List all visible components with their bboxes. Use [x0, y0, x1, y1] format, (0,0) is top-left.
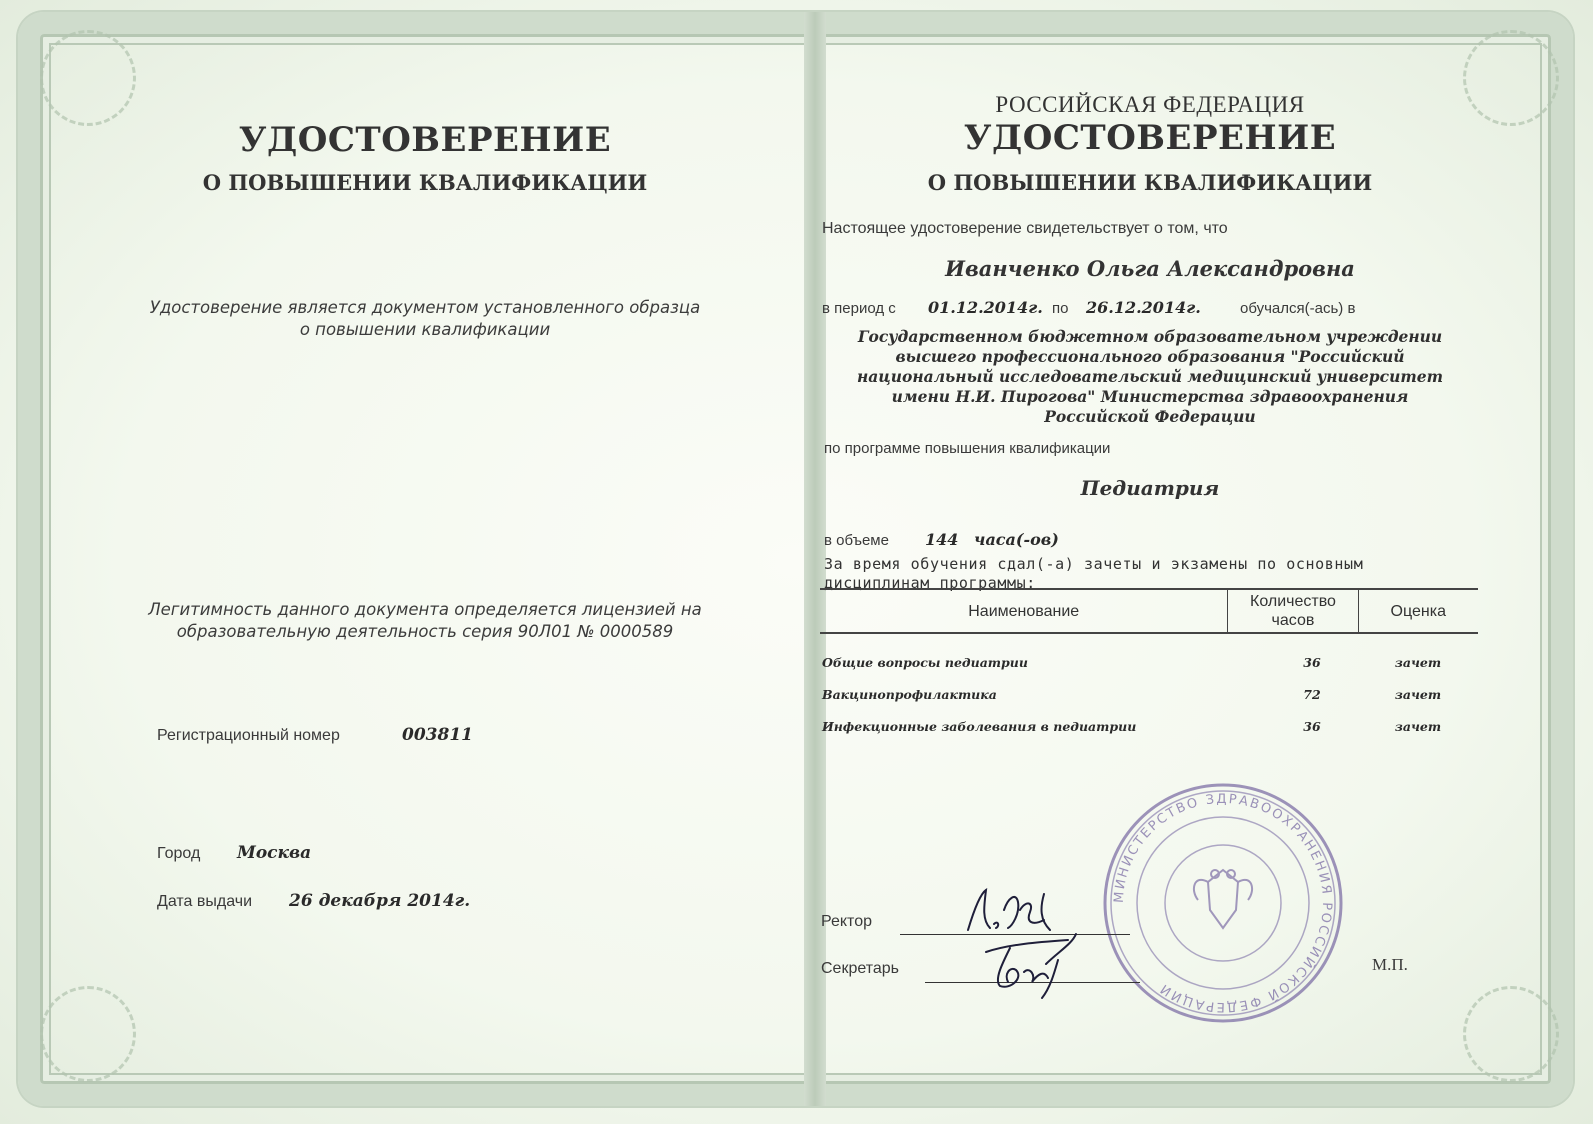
org-line: национальный исследовательский медицинский университет: [856, 367, 1444, 386]
left-subtitle: О ПОВЫШЕНИИ КВАЛИФИКАЦИИ: [202, 170, 648, 195]
corner-ornament: [1463, 986, 1559, 1082]
table-row: [820, 710, 1478, 742]
country-heading: РОССИЙСКАЯ ФЕДЕРАЦИЯ: [995, 92, 1305, 117]
stamp-text: МИНИСТЕРСТВО ЗДРАВООХРАНЕНИЯ РОССИЙСКОЙ ФЕДЕРАЦИИ: [1111, 791, 1335, 1015]
issue-date-label: Дата выдачи: [157, 893, 253, 910]
legitimacy-line1: Легитимность данного документа определяется лицензией на: [148, 600, 702, 619]
subject-hours: 72: [1303, 686, 1321, 702]
svg-text:МИНИСТЕРСТВО ЗДРАВООХРАНЕНИЯ Р: [1112, 792, 1334, 1014]
left-note-line2: о повышении квалификации: [299, 320, 551, 339]
rector-label: Ректор: [821, 913, 872, 930]
corner-ornament: [40, 30, 136, 126]
subject-grade: зачет: [1394, 654, 1442, 670]
exams-line2: дисциплинам программы:: [824, 574, 1036, 592]
col-header-hours-line2: часов: [1271, 612, 1315, 629]
subject-name: Вакцинопрофилактика: [822, 686, 997, 702]
volume-hours: 144: [925, 530, 959, 549]
program-name: Педиатрия: [1080, 476, 1220, 500]
right-subtitle: О ПОВЫШЕНИИ КВАЛИФИКАЦИИ: [927, 170, 1373, 195]
col-header-grade: Оценка: [1358, 589, 1478, 633]
reg-number-label: Регистрационный номер: [157, 727, 340, 744]
seal-place-mark: М.П.: [1372, 955, 1408, 974]
period-prefix: в период с: [822, 300, 896, 317]
city-value: Москва: [237, 843, 312, 863]
person-name: Иванченко Ольга Александровна: [945, 256, 1355, 281]
org-line: высшего профессионального образования "Российский: [895, 347, 1405, 366]
col-header-name: Наименование: [820, 589, 1228, 633]
subject-name: Инфекционные заболевания в педиатрии: [822, 718, 1137, 734]
certifies-text: Настоящее удостоверение свидетельствует о том, что: [822, 220, 1228, 237]
col-header-hours: [1228, 589, 1358, 633]
official-stamp: [1098, 778, 1348, 1028]
subject-hours: 36: [1303, 718, 1321, 734]
left-title: УДОСТОВЕРЕНИЕ: [238, 120, 612, 160]
org-line: Российской Федерации: [1044, 407, 1256, 426]
table-row: [820, 646, 1478, 678]
table-header-row: [820, 589, 1478, 633]
studied-text: обучался(-ась) в: [1240, 300, 1356, 317]
grades-table: [820, 588, 1478, 742]
volume-label: в объеме: [824, 532, 889, 549]
org-line: Государственном бюджетном образовательном учреждении: [857, 327, 1443, 346]
date-to: 26.12.2014г.: [1086, 298, 1201, 317]
reg-number-value: 003811: [402, 725, 473, 745]
col-header-hours-line1: Количество: [1250, 593, 1336, 610]
coat-of-arms-icon: [1194, 870, 1252, 928]
program-label: по программе повышения квалификации: [824, 440, 1111, 457]
date-from: 01.12.2014г.: [928, 298, 1043, 317]
subject-grade: зачет: [1394, 718, 1442, 734]
secretary-label: Секретарь: [821, 960, 899, 977]
subject-name: Общие вопросы педиатрии: [822, 654, 1028, 670]
right-title: УДОСТОВЕРЕНИЕ: [963, 118, 1337, 158]
exams-line1: За время обучения сдал(-а) зачеты и экзамены по основным: [824, 555, 1364, 573]
city-label: Город: [157, 845, 201, 862]
org-line: имени Н.И. Пирогова" Министерства здравоохранения: [891, 387, 1409, 406]
subject-hours: 36: [1303, 654, 1321, 670]
issue-date-value: 26 декабря 2014г.: [289, 891, 471, 911]
secretary-signature: [980, 930, 1090, 1005]
table-row: [820, 678, 1478, 710]
period-to: по: [1052, 300, 1069, 317]
volume-unit: часа(-ов): [974, 530, 1059, 549]
legitimacy-line2: образовательную деятельность серия 90Л01 № 0000589: [176, 622, 674, 641]
left-note-line1: Удостоверение является документом установленного образца: [149, 298, 701, 317]
subject-grade: зачет: [1394, 686, 1442, 702]
corner-ornament: [40, 986, 136, 1082]
